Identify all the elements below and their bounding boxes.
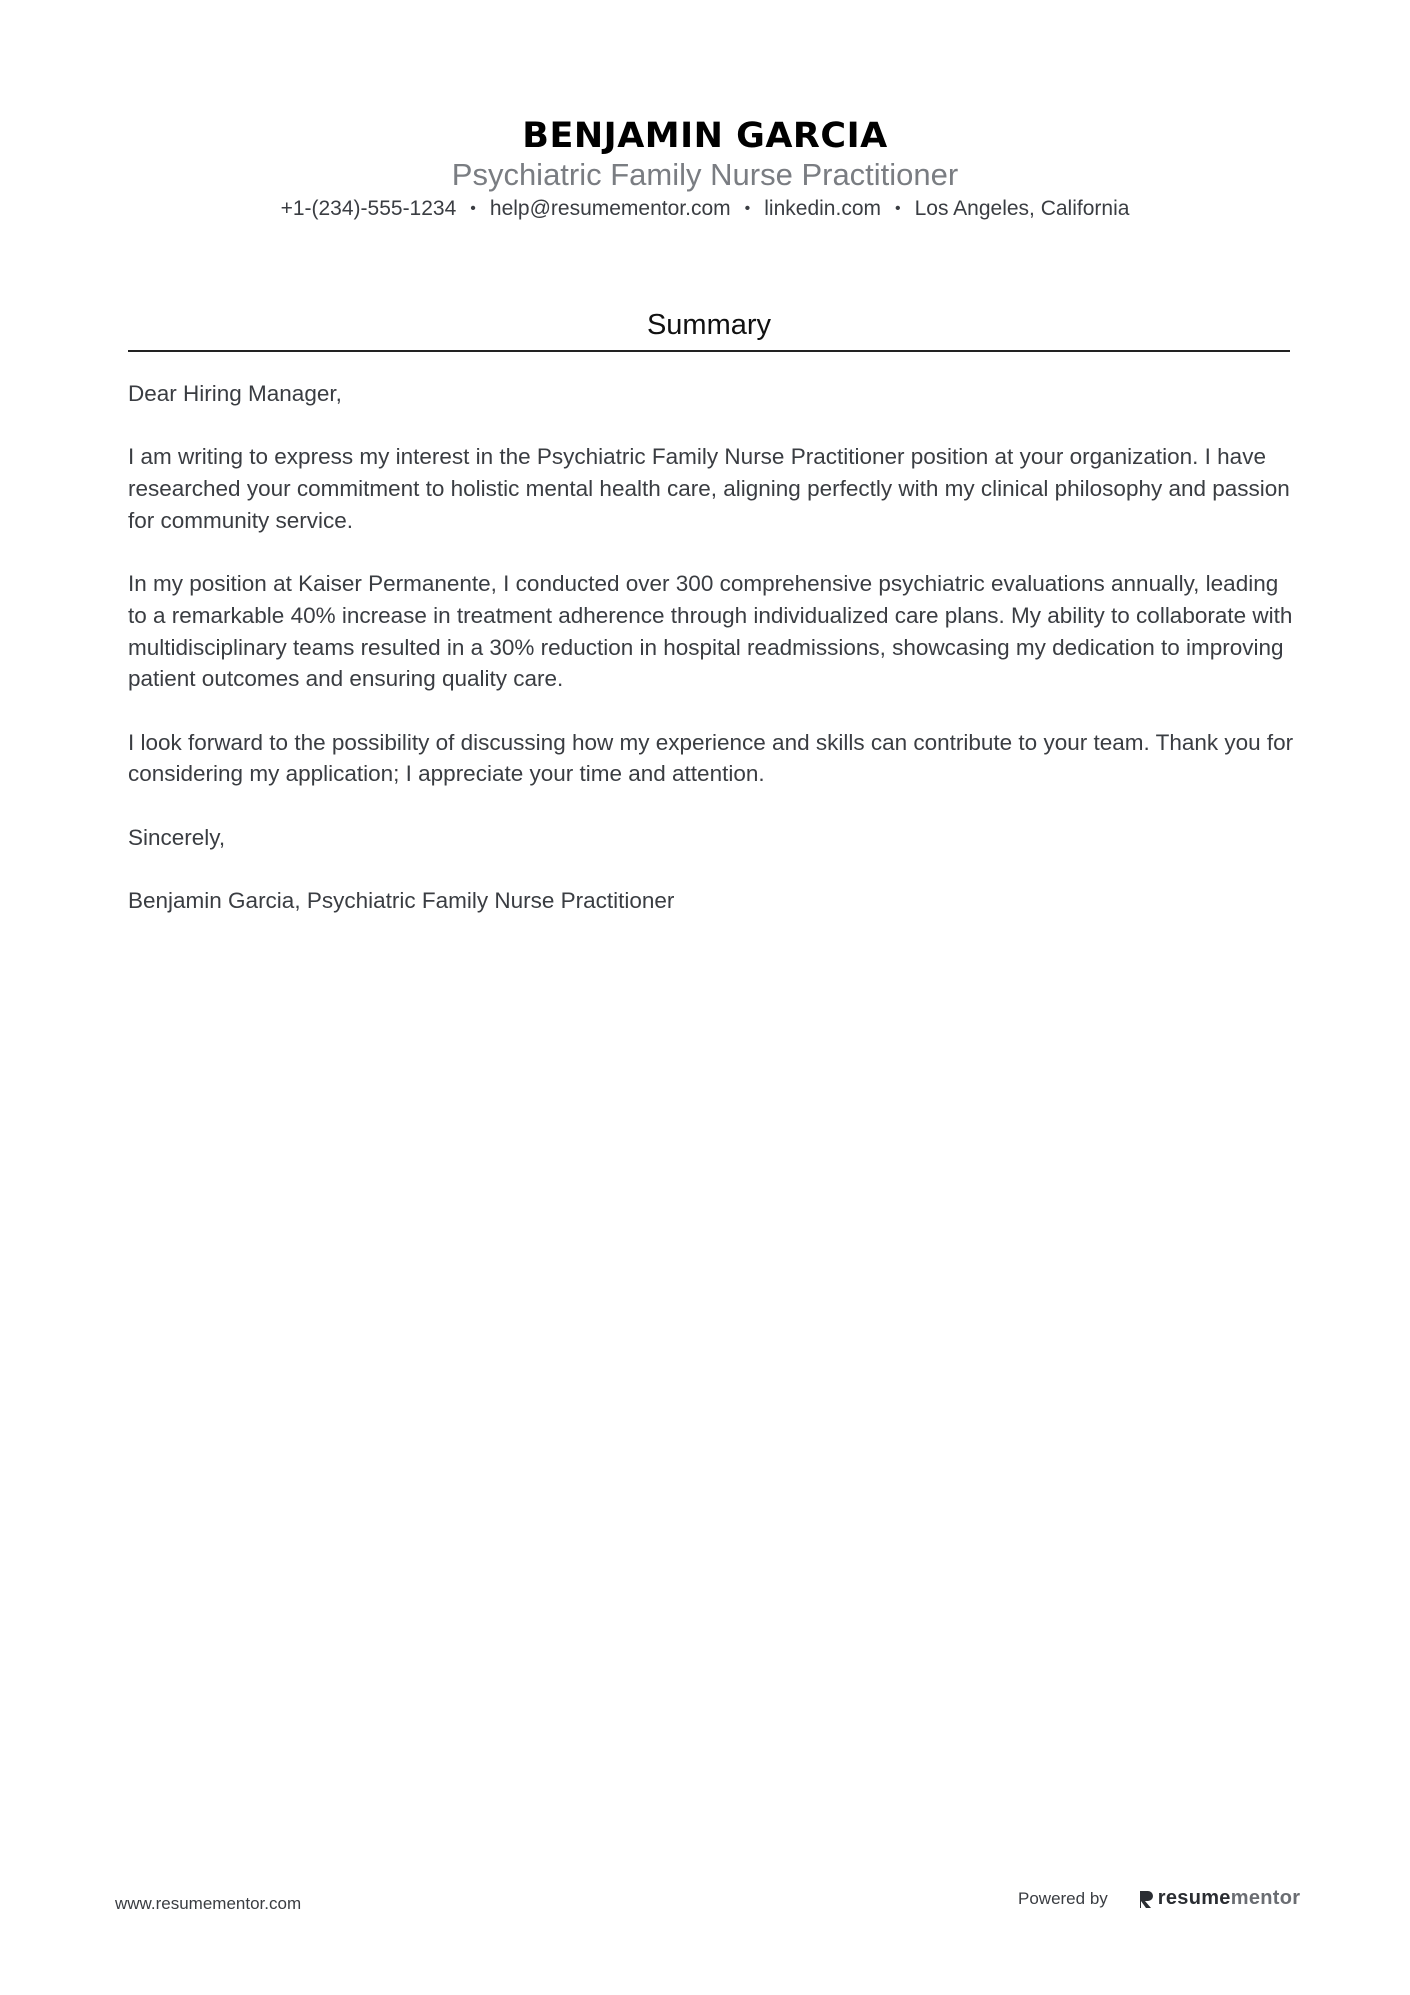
- contact-separator: •: [744, 200, 751, 217]
- brand-logo[interactable]: [1138, 1887, 1301, 1910]
- footer-branding: [1018, 1887, 1300, 1910]
- letter-paragraph: I am writing to express my interest in the Psychiatric Family Nurse Practitioner position at your organization. I have researched your commitment to holistic mental health care, aligning perfectly with my clinical philosophy and passion for community service.: [128, 444, 1290, 533]
- candidate-name: BENJAMIN GARCIA: [522, 116, 888, 156]
- contact-email[interactable]: help@resumementor.com: [489, 197, 731, 220]
- contact-phone: +1-(234)-555-1234: [280, 197, 457, 220]
- contact-separator: •: [470, 200, 476, 217]
- cover-letter-body: [128, 378, 1298, 949]
- contact-linkedin[interactable]: linkedin.com: [764, 197, 881, 220]
- contact-line: [0, 194, 1410, 224]
- contact-separator: •: [895, 200, 901, 217]
- section-heading-summary: Summary: [646, 309, 772, 341]
- footer-website[interactable]: www.resumementor.com: [115, 1894, 302, 1913]
- brand-name-part2: mentor: [1230, 1887, 1301, 1909]
- letter-salutation: Dear Hiring Manager,: [128, 381, 342, 406]
- letter-closing: Sincerely,: [128, 824, 226, 850]
- powered-by-label: Powered by: [1018, 1888, 1108, 1908]
- letter-paragraph: In my position at Kaiser Permanente, I conducted over 300 comprehensive psychiatric evaluations annually, leading to a remarkable 40% increase in treatment adherence through individualized care plans. My ability to collaborate with multidisciplinary teams resulted in a 30% reduction in hospital readmissions, showcasing my dedication to improving patient outcomes and ensuring quality care.: [128, 571, 1293, 692]
- resumementor-logo-icon: [1138, 1889, 1154, 1909]
- resume-header: [0, 112, 1410, 224]
- section-divider: [128, 350, 1290, 352]
- brand-name-part1: resume: [1157, 1887, 1231, 1909]
- candidate-title: Psychiatric Family Nurse Practitioner: [451, 157, 959, 192]
- contact-location: Los Angeles, California: [914, 197, 1130, 220]
- letter-signature: Benjamin Garcia, Psychiatric Family Nurse Practitioner: [128, 888, 675, 914]
- letter-paragraph: I look forward to the possibility of discussing how my experience and skills can contribute to your team. Thank you for considering my application; I appreciate your time and attention.: [128, 729, 1294, 787]
